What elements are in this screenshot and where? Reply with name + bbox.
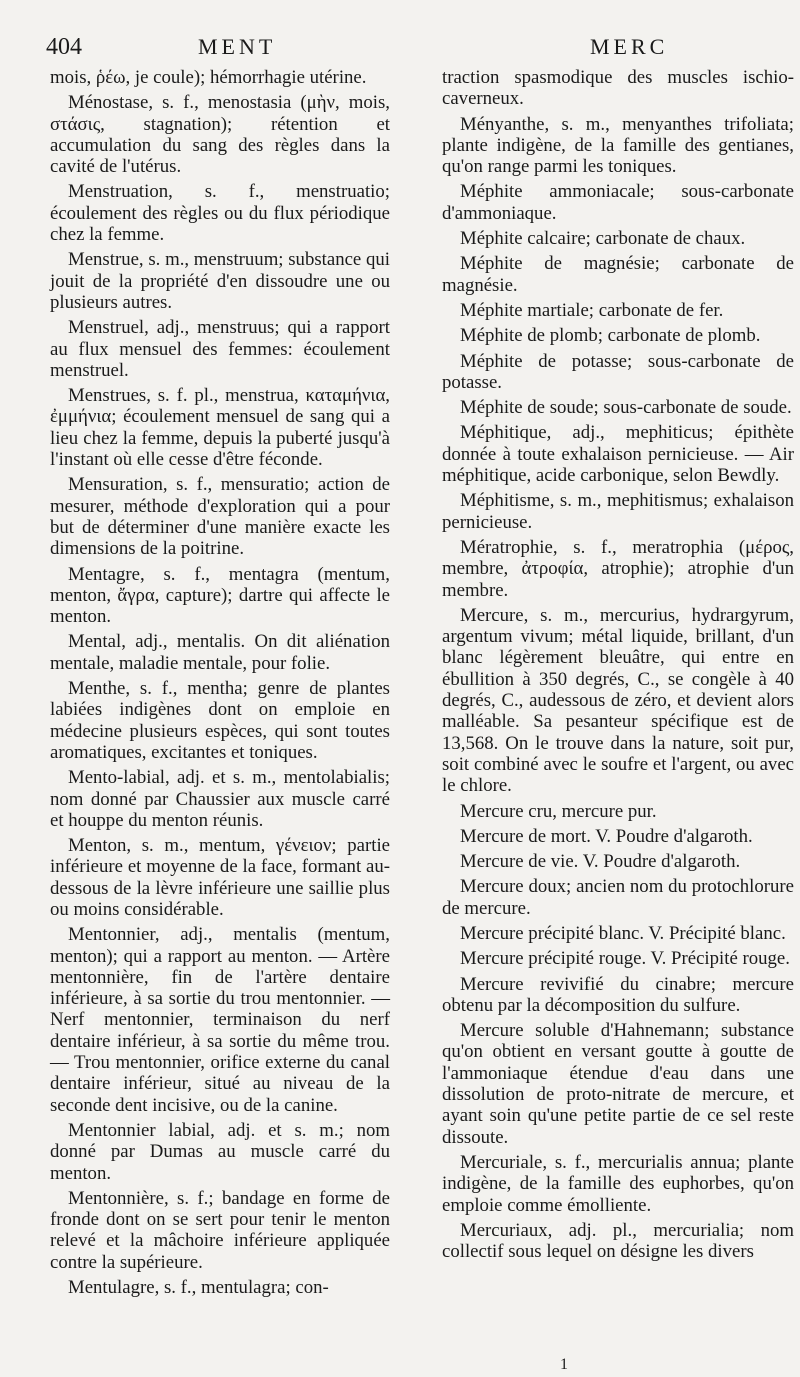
- dictionary-entry: Mentonnier labial, adj. et s. m.; nom donné par Dumas au muscle carré du menton.: [50, 1119, 390, 1184]
- dictionary-entry: Menthe, s. f., mentha; genre de plantes labiées indigènes dont on emploie en médecine plusieurs espèces, qui sont toutes aromatiques, excitantes et toniques.: [50, 678, 390, 763]
- dictionary-entry: Méphite de potasse; sous-carbonate de potasse.: [442, 350, 794, 393]
- continued-paragraph: traction spasmodique des muscles ischio-caverneux.: [442, 67, 794, 110]
- dictionary-entry: Mercure de vie. V. Poudre d'algaroth.: [460, 851, 741, 873]
- dictionary-entry: Méphitique, adj., mephiticus; épithète donnée à toute exhalaison pernicieuse. — Air méphitique, acide carbonique, selon Bewdly.: [442, 422, 794, 487]
- footer-mark: 1: [560, 1356, 568, 1373]
- dictionary-entry: Méphite martiale; carbonate de fer.: [460, 299, 724, 321]
- continued-paragraph: mois, ῥέω, je coule); hémorrhagie utérine.: [50, 67, 367, 88]
- dictionary-entry: Mératrophie, s. f., meratrophia (μέρος, membre, ἀτροφία, atrophie); atrophie d'un membre.: [442, 536, 794, 601]
- dictionary-entry: Mercure cru, mercure pur.: [460, 800, 657, 822]
- dictionary-entry: Méphitisme, s. m., mephitismus; exhalaison pernicieuse.: [442, 490, 794, 533]
- dictionary-entry: Mensuration, s. f., mensuratio; action de mesurer, méthode d'exploration qui a pour but de déterminer d'une manière exacte les dimensions de la poitrine.: [50, 474, 390, 560]
- dictionary-entry: Ménostase, s. f., menostasia (μὴν, mois, στάσις, stagnation); rétention et accumulation du sang des règles dans la cavité de l'utérus.: [50, 92, 390, 178]
- running-head-right: MERC: [590, 34, 669, 59]
- dictionary-entry: Mercure soluble d'Hahnemann; substance qu'on obtient en versant goutte à goutte de l'ammoniaque étendue d'eau dans une dissolution de proto-nitrate de mercure, et ayant soin qu'une petite partie de ce sel reste dissoute.: [442, 1020, 794, 1148]
- dictionary-entry: Méphite de plomb; carbonate de plomb.: [460, 325, 761, 347]
- right-column: [442, 67, 794, 1266]
- dictionary-entry: Menton, s. m., mentum, γένειον; partie inférieure et moyenne de la face, formant au-dessous de la lèvre inférieure une saillie plus ou moins considérable.: [50, 835, 390, 920]
- dictionary-entry: Mercure de mort. V. Poudre d'algaroth.: [460, 825, 753, 847]
- dictionary-entry: Mercuriale, s. f., mercurialis annua; plante indigène, de la famille des euphorbes, qu'on emploie comme émolliente.: [442, 1151, 794, 1216]
- dictionary-entry: Menstruel, adj., menstruus; qui a rapport au flux mensuel des femmes: écoulement menstruel.: [50, 317, 390, 381]
- dictionary-entry: Menstrue, s. m., menstruum; substance qui jouit de la propriété d'en dissoudre une ou plusieurs autres.: [50, 249, 390, 313]
- dictionary-entry: Mentonnier, adj., mentalis (mentum, menton); qui a rapport au menton. — Artère mentonnière, fin de l'artère dentaire inférieure, à sa sortie du trou mentonnier. — Nerf mentonnier, terminaison du nerf dentaire inférieur, à sa sortie du même trou. — Trou mentonnier, orifice externe du canal dentaire inférieur, situé au niveau de la seconde dent incisive, ou de la canine.: [50, 924, 390, 1116]
- dictionary-entry: Méphite calcaire; carbonate de chaux.: [460, 228, 746, 250]
- dictionary-entry: Mercure doux; ancien nom du protochlorure de mercure.: [442, 876, 794, 919]
- dictionary-entry: Mercuriaux, adj. pl., mercurialia; nom collectif sous lequel on désigne les divers: [442, 1219, 794, 1263]
- dictionary-entry: Méphite de magnésie; carbonate de magnésie.: [442, 253, 794, 296]
- dictionary-entry: Mentonnière, s. f.; bandage en forme de fronde dont on se sert pour tenir le menton relevé et la mâchoire inférieure appliquée contre la supérieure.: [50, 1187, 390, 1273]
- dictionary-entry: Mercure précipité rouge. V. Précipité rouge.: [460, 948, 790, 970]
- dictionary-entry: Mentagre, s. f., mentagra (mentum, menton, ἄγρα, capture); dartre qui affecte le menton.: [50, 563, 390, 628]
- dictionary-entry: Mento-labial, adj. et s. m., mentolabialis; nom donné par Chaussier aux muscle carré et houppe du menton réunis.: [50, 767, 390, 831]
- dictionary-entry: Menstrues, s. f. pl., menstrua, καταμήνια, ἐμμήνια; écoulement mensuel de sang qui a lieu chez la femme, depuis la puberté jusqu'à l'instant où elle cesse d'être féconde.: [50, 385, 390, 471]
- dictionary-entry: Méphite ammoniacale; sous-carbonate d'ammoniaque.: [442, 181, 794, 224]
- dictionary-entry: Méphite de soude; sous-carbonate de soude.: [460, 397, 792, 419]
- page-number: 404: [46, 34, 82, 60]
- running-head-left: MENT: [198, 34, 277, 59]
- dictionary-entry: Menstruation, s. f., menstruatio; écoulement des règles ou du flux périodique chez la femme.: [50, 181, 390, 246]
- dictionary-entry: Mercure précipité blanc. V. Précipité blanc.: [460, 922, 786, 944]
- dictionary-entry: Mercure, s. m., mercurius, hydrargyrum, argentum vivum; métal liquide, brillant, d'un blanc légèrement bleuâtre, qui entre en ébullition à 350 degrés, C., se congèle à 40 degrés, C., audessous de zéro, et devient alors malléable. Sa pesanteur spécifique est de 13,568. On le trouve dans la nature, soit pur, soit combiné avec le soufre et l'argent, ou avec le chlore.: [442, 604, 794, 797]
- left-column: [50, 67, 390, 1302]
- dictionary-entry: Mental, adj., mentalis. On dit aliénation mentale, maladie mentale, pour folie.: [50, 631, 390, 674]
- dictionary-entry: Ményanthe, s. m., menyanthes trifoliata; plante indigène, de la famille des gentianes, qu'on range parmi les toniques.: [442, 113, 794, 178]
- dictionary-entry: Mercure revivifié du cinabre; mercure obtenu par la décomposition du sulfure.: [442, 973, 794, 1016]
- dictionary-entry: Mentulagre, s. f., mentulagra; con-: [68, 1277, 329, 1299]
